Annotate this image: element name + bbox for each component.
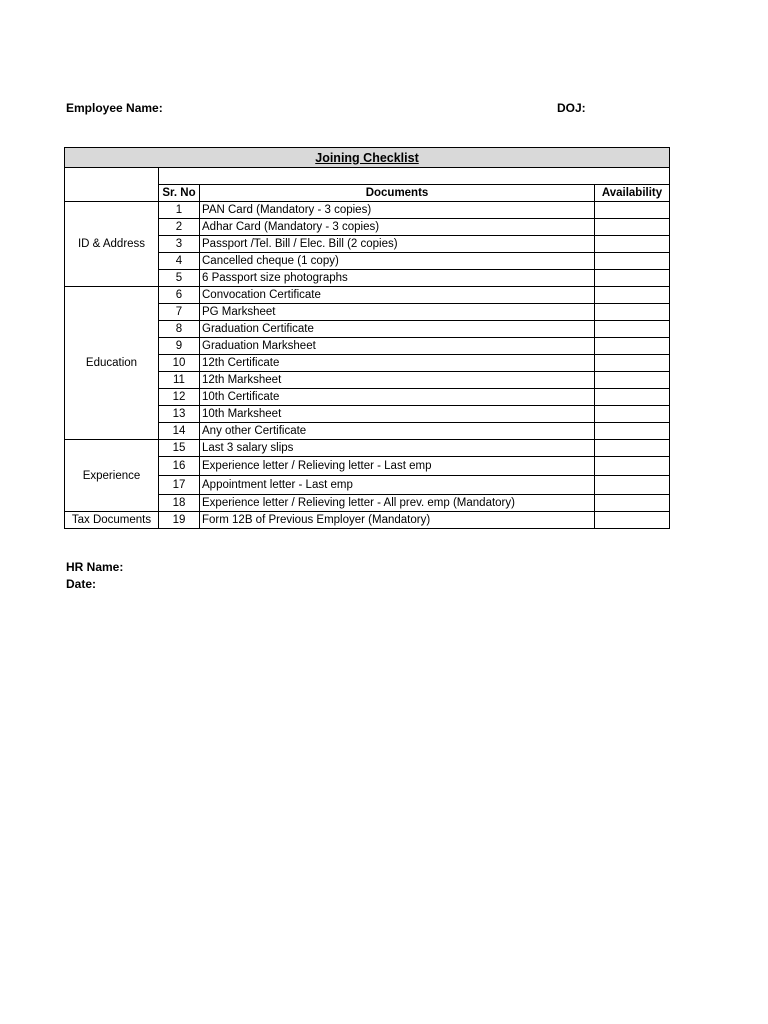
availability-cell[interactable]	[595, 512, 670, 529]
availability-cell[interactable]	[595, 270, 670, 287]
availability-cell[interactable]	[595, 406, 670, 423]
category-id-address: ID & Address	[65, 202, 159, 287]
document-cell: Graduation Certificate	[200, 321, 595, 338]
category-header-blank	[65, 168, 159, 202]
hr-name-label: HR Name:	[66, 560, 124, 574]
spacer-cell	[159, 168, 670, 185]
sr-cell: 16	[159, 457, 200, 476]
document-cell: Any other Certificate	[200, 423, 595, 440]
availability-cell[interactable]	[595, 372, 670, 389]
document-cell: Experience letter / Relieving letter - Last emp	[200, 457, 595, 476]
availability-cell[interactable]	[595, 338, 670, 355]
sr-cell: 10	[159, 355, 200, 372]
sr-cell: 8	[159, 321, 200, 338]
category-experience: Experience	[65, 440, 159, 512]
sr-cell: 6	[159, 287, 200, 304]
table-row	[65, 440, 670, 457]
availability-header: Availability	[595, 185, 670, 202]
sr-cell: 4	[159, 253, 200, 270]
document-cell: Last 3 salary slips	[200, 440, 595, 457]
document-cell: Graduation Marksheet	[200, 338, 595, 355]
title-row	[65, 148, 670, 168]
document-cell: 12th Marksheet	[200, 372, 595, 389]
availability-cell[interactable]	[595, 476, 670, 495]
availability-cell[interactable]	[595, 287, 670, 304]
sr-cell: 2	[159, 219, 200, 236]
sr-cell: 18	[159, 495, 200, 512]
availability-cell[interactable]	[595, 495, 670, 512]
availability-cell[interactable]	[595, 355, 670, 372]
table-row	[65, 512, 670, 529]
document-cell: 10th Certificate	[200, 389, 595, 406]
availability-cell[interactable]	[595, 321, 670, 338]
document-cell: 6 Passport size photographs	[200, 270, 595, 287]
sr-no-header: Sr. No	[159, 185, 200, 202]
document-cell: Form 12B of Previous Employer (Mandatory)	[200, 512, 595, 529]
sr-cell: 5	[159, 270, 200, 287]
documents-header: Documents	[200, 185, 595, 202]
sr-cell: 3	[159, 236, 200, 253]
category-education: Education	[65, 287, 159, 440]
availability-cell[interactable]	[595, 253, 670, 270]
table-row	[65, 202, 670, 219]
sr-cell: 7	[159, 304, 200, 321]
document-cell: Adhar Card (Mandatory - 3 copies)	[200, 219, 595, 236]
availability-cell[interactable]	[595, 440, 670, 457]
document-cell: 12th Certificate	[200, 355, 595, 372]
availability-cell[interactable]	[595, 219, 670, 236]
availability-cell[interactable]	[595, 236, 670, 253]
sr-cell: 14	[159, 423, 200, 440]
document-cell: Convocation Certificate	[200, 287, 595, 304]
document-cell: Experience letter / Relieving letter - All prev. emp (Mandatory)	[200, 495, 595, 512]
availability-cell[interactable]	[595, 389, 670, 406]
sr-cell: 12	[159, 389, 200, 406]
checklist-title: Joining Checklist	[65, 148, 670, 168]
availability-cell[interactable]	[595, 202, 670, 219]
sr-cell: 9	[159, 338, 200, 355]
category-tax-documents: Tax Documents	[65, 512, 159, 529]
document-cell: Appointment letter - Last emp	[200, 476, 595, 495]
availability-cell[interactable]	[595, 304, 670, 321]
employee-name-label: Employee Name:	[66, 101, 163, 115]
document-cell: Passport /Tel. Bill / Elec. Bill (2 copies)	[200, 236, 595, 253]
availability-cell[interactable]	[595, 457, 670, 476]
sr-cell: 17	[159, 476, 200, 495]
document-cell: 10th Marksheet	[200, 406, 595, 423]
doj-label: DOJ:	[557, 101, 586, 115]
document-cell: PG Marksheet	[200, 304, 595, 321]
availability-cell[interactable]	[595, 423, 670, 440]
spacer-row	[65, 168, 670, 185]
sr-cell: 13	[159, 406, 200, 423]
sr-cell: 15	[159, 440, 200, 457]
sr-cell: 11	[159, 372, 200, 389]
date-label: Date:	[66, 577, 97, 591]
sr-cell: 1	[159, 202, 200, 219]
sr-cell: 19	[159, 512, 200, 529]
joining-checklist-table	[64, 147, 670, 529]
document-cell: Cancelled cheque (1 copy)	[200, 253, 595, 270]
document-cell: PAN Card (Mandatory - 3 copies)	[200, 202, 595, 219]
table-row	[65, 287, 670, 304]
